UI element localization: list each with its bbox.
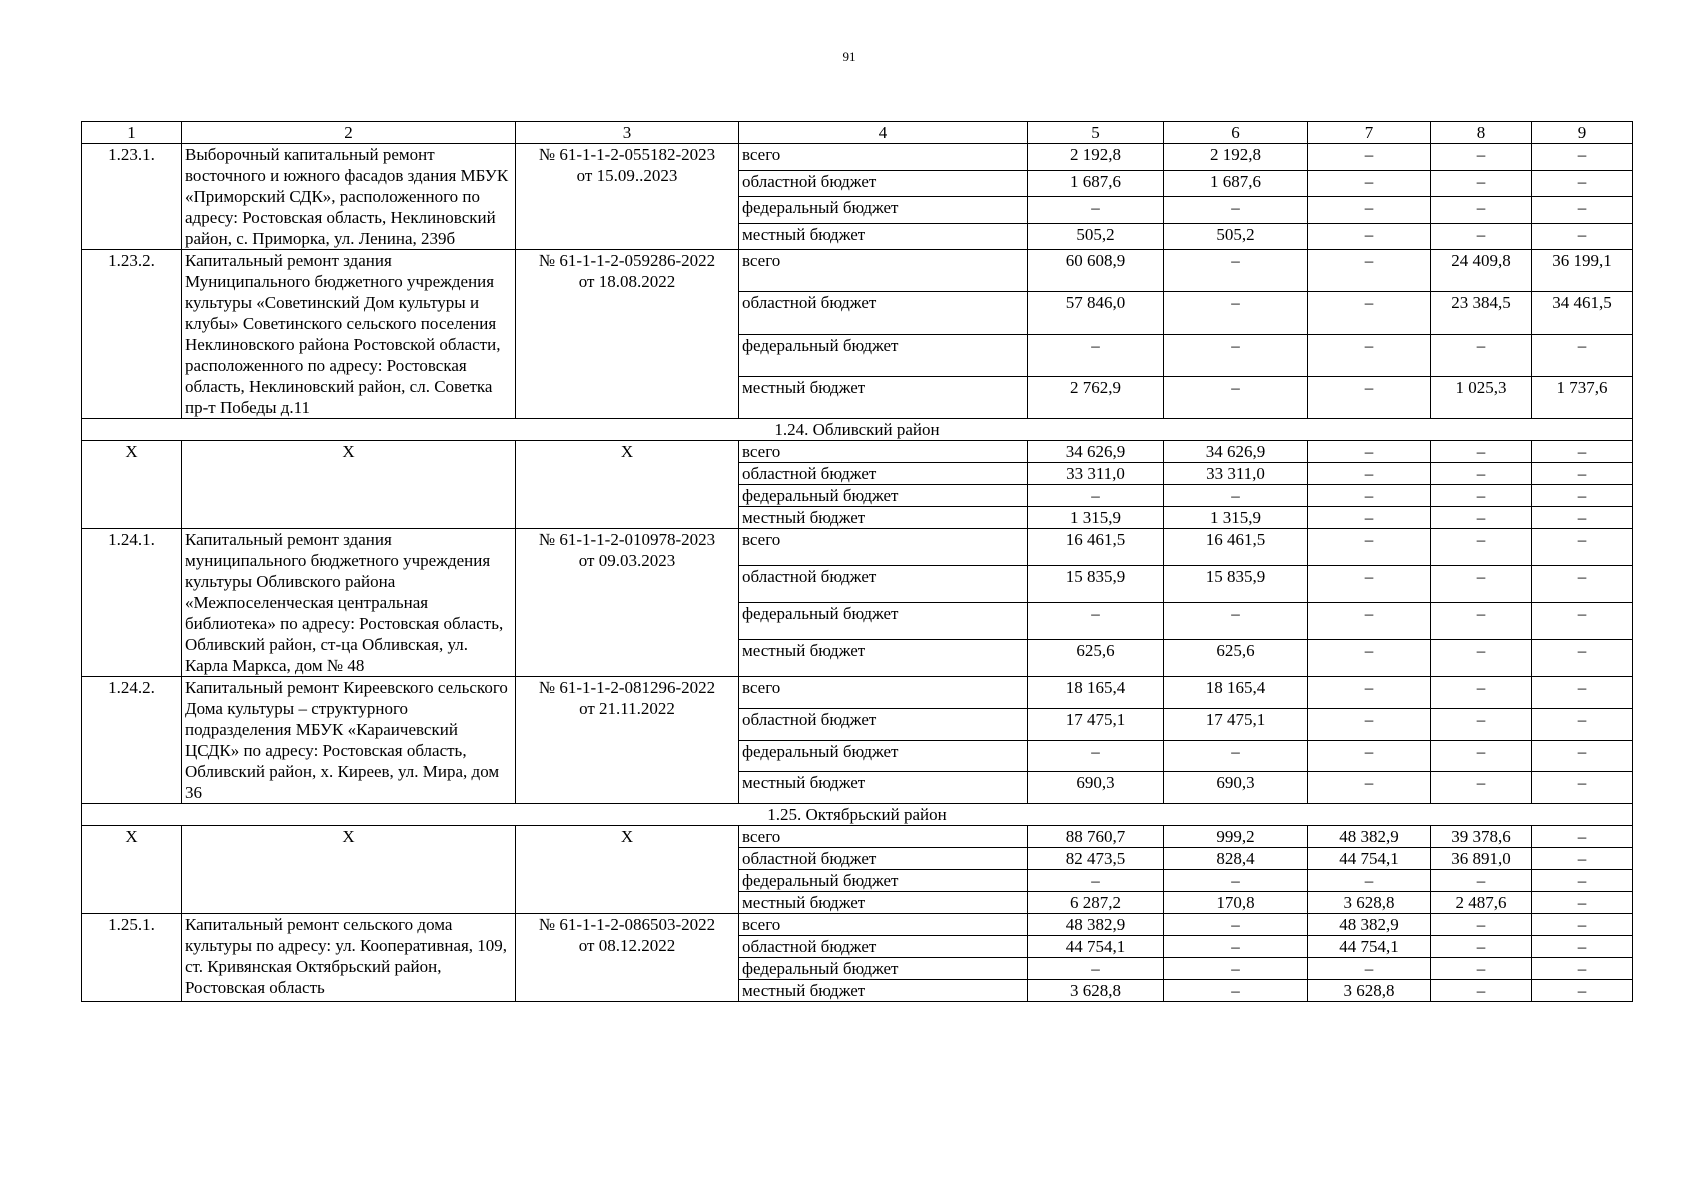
- amount-cell: 17 475,1: [1028, 708, 1164, 740]
- funding-source: областной бюджет: [739, 463, 1028, 485]
- amount-cell: –: [1308, 223, 1431, 250]
- object-name: Капитальный ремонт Киреевского сельского Дома культуры – структурного подразделения МБУК «Караичевский ЦСДК» по адресу: Ростовская область, Обливский район, х. Киреев, ул. Мира, дом 36: [182, 677, 516, 804]
- amount-cell: 1 315,9: [1164, 507, 1308, 529]
- amount-cell: –: [1308, 334, 1431, 376]
- amount-cell: 17 475,1: [1164, 708, 1308, 740]
- document-number: X: [620, 827, 634, 846]
- document-date: от 09.03.2023: [578, 551, 676, 570]
- amount-cell: –: [1431, 980, 1532, 1002]
- amount-cell: –: [1431, 485, 1532, 507]
- funding-source: областной бюджет: [739, 170, 1028, 197]
- funding-source: федеральный бюджет: [739, 603, 1028, 640]
- item-code: 1.24.1.: [82, 529, 182, 677]
- amount-cell: –: [1532, 980, 1633, 1002]
- amount-cell: –: [1164, 250, 1308, 292]
- amount-cell: –: [1532, 870, 1633, 892]
- amount-cell: –: [1308, 958, 1431, 980]
- amount-cell: –: [1164, 958, 1308, 980]
- amount-cell: –: [1028, 958, 1164, 980]
- page-number: 91: [842, 49, 856, 64]
- amount-cell: 44 754,1: [1028, 936, 1164, 958]
- table-row: [82, 677, 1633, 709]
- amount-cell: 36 199,1: [1532, 250, 1633, 292]
- funding-source: областной бюджет: [739, 708, 1028, 740]
- district-section-row: [82, 419, 1633, 441]
- amount-cell: 505,2: [1164, 223, 1308, 250]
- amount-cell: –: [1532, 463, 1633, 485]
- item-code: X: [82, 441, 182, 529]
- funding-source: федеральный бюджет: [739, 197, 1028, 224]
- amount-cell: –: [1431, 772, 1532, 804]
- amount-cell: –: [1431, 603, 1532, 640]
- amount-cell: –: [1164, 740, 1308, 772]
- amount-cell: 1 687,6: [1164, 170, 1308, 197]
- amount-cell: 2 192,8: [1028, 144, 1164, 171]
- funding-source: областной бюджет: [739, 848, 1028, 870]
- amount-cell: –: [1308, 507, 1431, 529]
- document-date: от 08.12.2022: [578, 936, 676, 955]
- document-date: от 21.11.2022: [579, 699, 675, 718]
- document-cell: [516, 826, 739, 914]
- district-section-row: [82, 804, 1633, 826]
- amount-cell: –: [1028, 197, 1164, 224]
- document-number: № 61-1-1-2-081296-2022: [538, 678, 716, 697]
- amount-cell: –: [1532, 958, 1633, 980]
- amount-cell: 3 628,8: [1028, 980, 1164, 1002]
- amount-cell: –: [1308, 485, 1431, 507]
- funding-source: областной бюджет: [739, 936, 1028, 958]
- amount-cell: –: [1532, 826, 1633, 848]
- amount-cell: 16 461,5: [1164, 529, 1308, 566]
- amount-cell: 18 165,4: [1164, 677, 1308, 709]
- amount-cell: –: [1431, 870, 1532, 892]
- funding-source: областной бюджет: [739, 566, 1028, 603]
- funding-source: местный бюджет: [739, 772, 1028, 804]
- amount-cell: 60 608,9: [1028, 250, 1164, 292]
- item-code: 1.25.1.: [82, 914, 182, 1002]
- amount-cell: –: [1431, 958, 1532, 980]
- item-code: 1.24.2.: [82, 677, 182, 804]
- table-row: [82, 826, 1633, 848]
- amount-cell: –: [1164, 914, 1308, 936]
- object-name: Капитальный ремонт здания муниципального бюджетного учреждения культуры Обливского района «Межпоселенческая центральная библиотека» по адресу: Ростовская область, Обливский район, ст-ца Обливская, ул. Карла Маркса, дом № 48: [182, 529, 516, 677]
- amount-cell: –: [1532, 708, 1633, 740]
- funding-source: всего: [739, 441, 1028, 463]
- amount-cell: 36 891,0: [1431, 848, 1532, 870]
- amount-cell: 48 382,9: [1028, 914, 1164, 936]
- amount-cell: –: [1308, 566, 1431, 603]
- funding-source: областной бюджет: [739, 292, 1028, 334]
- object-name: Капитальный ремонт сельского дома культуры по адресу: ул. Кооперативная, 109, ст. Кривянская Октябрьский район, Ростовская область: [182, 914, 516, 1002]
- amount-cell: 1 315,9: [1028, 507, 1164, 529]
- column-number-cell: 3: [516, 122, 739, 144]
- column-number-cell: 2: [182, 122, 516, 144]
- column-number-cell: 4: [739, 122, 1028, 144]
- funding-source: всего: [739, 144, 1028, 171]
- amount-cell: 44 754,1: [1308, 848, 1431, 870]
- amount-cell: –: [1308, 441, 1431, 463]
- amount-cell: –: [1308, 376, 1431, 418]
- document-number: № 61-1-1-2-059286-2022: [538, 251, 716, 270]
- item-code: X: [82, 826, 182, 914]
- item-code: 1.23.1.: [82, 144, 182, 250]
- amount-cell: –: [1532, 677, 1633, 709]
- amount-cell: –: [1431, 197, 1532, 224]
- document-cell: [516, 250, 739, 419]
- amount-cell: –: [1308, 144, 1431, 171]
- amount-cell: –: [1532, 170, 1633, 197]
- table-body: [82, 122, 1633, 1002]
- amount-cell: –: [1431, 640, 1532, 677]
- funding-source: всего: [739, 914, 1028, 936]
- amount-cell: 33 311,0: [1164, 463, 1308, 485]
- amount-cell: –: [1532, 936, 1633, 958]
- amount-cell: 2 487,6: [1431, 892, 1532, 914]
- amount-cell: –: [1532, 640, 1633, 677]
- amount-cell: 625,6: [1028, 640, 1164, 677]
- amount-cell: –: [1431, 566, 1532, 603]
- amount-cell: 3 628,8: [1308, 980, 1431, 1002]
- amount-cell: –: [1431, 144, 1532, 171]
- document-cell: [516, 441, 739, 529]
- amount-cell: 34 626,9: [1164, 441, 1308, 463]
- amount-cell: 82 473,5: [1028, 848, 1164, 870]
- amount-cell: 1 737,6: [1532, 376, 1633, 418]
- amount-cell: –: [1308, 250, 1431, 292]
- amount-cell: 2 762,9: [1028, 376, 1164, 418]
- amount-cell: –: [1431, 529, 1532, 566]
- amount-cell: –: [1028, 485, 1164, 507]
- amount-cell: –: [1308, 463, 1431, 485]
- amount-cell: 690,3: [1164, 772, 1308, 804]
- amount-cell: –: [1164, 603, 1308, 640]
- document-cell: [516, 914, 739, 1002]
- amount-cell: –: [1532, 485, 1633, 507]
- amount-cell: –: [1532, 603, 1633, 640]
- amount-cell: –: [1164, 197, 1308, 224]
- funding-source: местный бюджет: [739, 376, 1028, 418]
- amount-cell: 39 378,6: [1431, 826, 1532, 848]
- amount-cell: –: [1164, 870, 1308, 892]
- amount-cell: 44 754,1: [1308, 936, 1431, 958]
- amount-cell: –: [1431, 936, 1532, 958]
- funding-source: федеральный бюджет: [739, 870, 1028, 892]
- document-number: № 61-1-1-2-086503-2022: [538, 915, 716, 934]
- item-code: 1.23.2.: [82, 250, 182, 419]
- funding-source: местный бюджет: [739, 892, 1028, 914]
- funding-source: всего: [739, 826, 1028, 848]
- document-number: № 61-1-1-2-010978-2023: [538, 530, 716, 549]
- amount-cell: –: [1532, 772, 1633, 804]
- object-name: X: [182, 826, 516, 914]
- amount-cell: 57 846,0: [1028, 292, 1164, 334]
- table-row: [82, 250, 1633, 292]
- amount-cell: 18 165,4: [1028, 677, 1164, 709]
- funding-source: федеральный бюджет: [739, 334, 1028, 376]
- amount-cell: –: [1308, 529, 1431, 566]
- object-name: X: [182, 441, 516, 529]
- amount-cell: –: [1308, 640, 1431, 677]
- amount-cell: –: [1532, 223, 1633, 250]
- amount-cell: 1 687,6: [1028, 170, 1164, 197]
- amount-cell: –: [1532, 441, 1633, 463]
- funding-source: местный бюджет: [739, 223, 1028, 250]
- amount-cell: 625,6: [1164, 640, 1308, 677]
- table-row: [82, 144, 1633, 171]
- column-number-cell: 1: [82, 122, 182, 144]
- document-number: № 61-1-1-2-055182-2023: [538, 145, 716, 164]
- amount-cell: 34 461,5: [1532, 292, 1633, 334]
- amount-cell: –: [1431, 740, 1532, 772]
- amount-cell: 6 287,2: [1028, 892, 1164, 914]
- amount-cell: –: [1532, 914, 1633, 936]
- amount-cell: –: [1164, 376, 1308, 418]
- amount-cell: –: [1532, 892, 1633, 914]
- amount-cell: –: [1308, 170, 1431, 197]
- amount-cell: –: [1532, 740, 1633, 772]
- amount-cell: –: [1431, 170, 1532, 197]
- amount-cell: –: [1431, 914, 1532, 936]
- amount-cell: 15 835,9: [1164, 566, 1308, 603]
- amount-cell: 15 835,9: [1028, 566, 1164, 603]
- amount-cell: 1 025,3: [1431, 376, 1532, 418]
- amount-cell: 33 311,0: [1028, 463, 1164, 485]
- funding-source: местный бюджет: [739, 507, 1028, 529]
- budget-table: [81, 121, 1633, 1002]
- amount-cell: 999,2: [1164, 826, 1308, 848]
- amount-cell: 88 760,7: [1028, 826, 1164, 848]
- amount-cell: –: [1532, 334, 1633, 376]
- amount-cell: –: [1028, 740, 1164, 772]
- amount-cell: 16 461,5: [1028, 529, 1164, 566]
- amount-cell: –: [1431, 677, 1532, 709]
- amount-cell: 170,8: [1164, 892, 1308, 914]
- amount-cell: –: [1308, 772, 1431, 804]
- document-date: от 15.09..2023: [576, 166, 678, 185]
- amount-cell: –: [1431, 441, 1532, 463]
- column-number-row: [82, 122, 1633, 144]
- funding-source: всего: [739, 250, 1028, 292]
- amount-cell: –: [1164, 936, 1308, 958]
- document-number: X: [620, 442, 634, 461]
- amount-cell: –: [1164, 980, 1308, 1002]
- amount-cell: 690,3: [1028, 772, 1164, 804]
- amount-cell: 23 384,5: [1431, 292, 1532, 334]
- amount-cell: 3 628,8: [1308, 892, 1431, 914]
- funding-source: всего: [739, 677, 1028, 709]
- amount-cell: –: [1431, 708, 1532, 740]
- funding-source: всего: [739, 529, 1028, 566]
- document-cell: [516, 677, 739, 804]
- amount-cell: –: [1308, 677, 1431, 709]
- amount-cell: 2 192,8: [1164, 144, 1308, 171]
- amount-cell: –: [1532, 848, 1633, 870]
- column-number-cell: 6: [1164, 122, 1308, 144]
- funding-source: местный бюджет: [739, 980, 1028, 1002]
- table-row: [82, 914, 1633, 936]
- table-row: [82, 529, 1633, 566]
- amount-cell: –: [1028, 870, 1164, 892]
- amount-cell: –: [1532, 566, 1633, 603]
- amount-cell: –: [1028, 603, 1164, 640]
- document-cell: [516, 144, 739, 250]
- funding-source: федеральный бюджет: [739, 485, 1028, 507]
- district-title: 1.24. Обливский район: [82, 419, 1633, 441]
- table-row: [82, 441, 1633, 463]
- funding-source: федеральный бюджет: [739, 740, 1028, 772]
- amount-cell: –: [1532, 507, 1633, 529]
- column-number-cell: 5: [1028, 122, 1164, 144]
- amount-cell: –: [1308, 292, 1431, 334]
- funding-source: федеральный бюджет: [739, 958, 1028, 980]
- amount-cell: –: [1431, 334, 1532, 376]
- amount-cell: –: [1308, 603, 1431, 640]
- object-name: Выборочный капитальный ремонт восточного и южного фасадов здания МБУК «Приморский СДК», расположенного по адресу: Ростовская область, Неклиновский район, с. Приморка, ул. Ленина, 239б: [182, 144, 516, 250]
- amount-cell: 24 409,8: [1431, 250, 1532, 292]
- amount-cell: –: [1164, 485, 1308, 507]
- district-title: 1.25. Октябрьский район: [82, 804, 1633, 826]
- column-number-cell: 8: [1431, 122, 1532, 144]
- column-number-cell: 9: [1532, 122, 1633, 144]
- amount-cell: 34 626,9: [1028, 441, 1164, 463]
- amount-cell: –: [1532, 144, 1633, 171]
- amount-cell: –: [1532, 197, 1633, 224]
- amount-cell: –: [1431, 223, 1532, 250]
- amount-cell: –: [1532, 529, 1633, 566]
- object-name: Капитальный ремонт здания Муниципального бюджетного учреждения культуры «Советинский Дом культуры и клубы» Советинского сельского поселения Неклиновского района Ростовской области, расположенного по адресу: Ростовская область, Неклиновский район, сл. Советка пр-т Победы д.11: [182, 250, 516, 419]
- amount-cell: –: [1308, 708, 1431, 740]
- amount-cell: –: [1308, 740, 1431, 772]
- amount-cell: –: [1431, 463, 1532, 485]
- amount-cell: 48 382,9: [1308, 914, 1431, 936]
- column-number-cell: 7: [1308, 122, 1431, 144]
- amount-cell: –: [1308, 870, 1431, 892]
- amount-cell: –: [1308, 197, 1431, 224]
- document-cell: [516, 529, 739, 677]
- amount-cell: –: [1028, 334, 1164, 376]
- amount-cell: 828,4: [1164, 848, 1308, 870]
- amount-cell: –: [1164, 292, 1308, 334]
- amount-cell: 48 382,9: [1308, 826, 1431, 848]
- document-date: от 18.08.2022: [578, 272, 676, 291]
- amount-cell: –: [1164, 334, 1308, 376]
- amount-cell: –: [1431, 507, 1532, 529]
- amount-cell: 505,2: [1028, 223, 1164, 250]
- funding-source: местный бюджет: [739, 640, 1028, 677]
